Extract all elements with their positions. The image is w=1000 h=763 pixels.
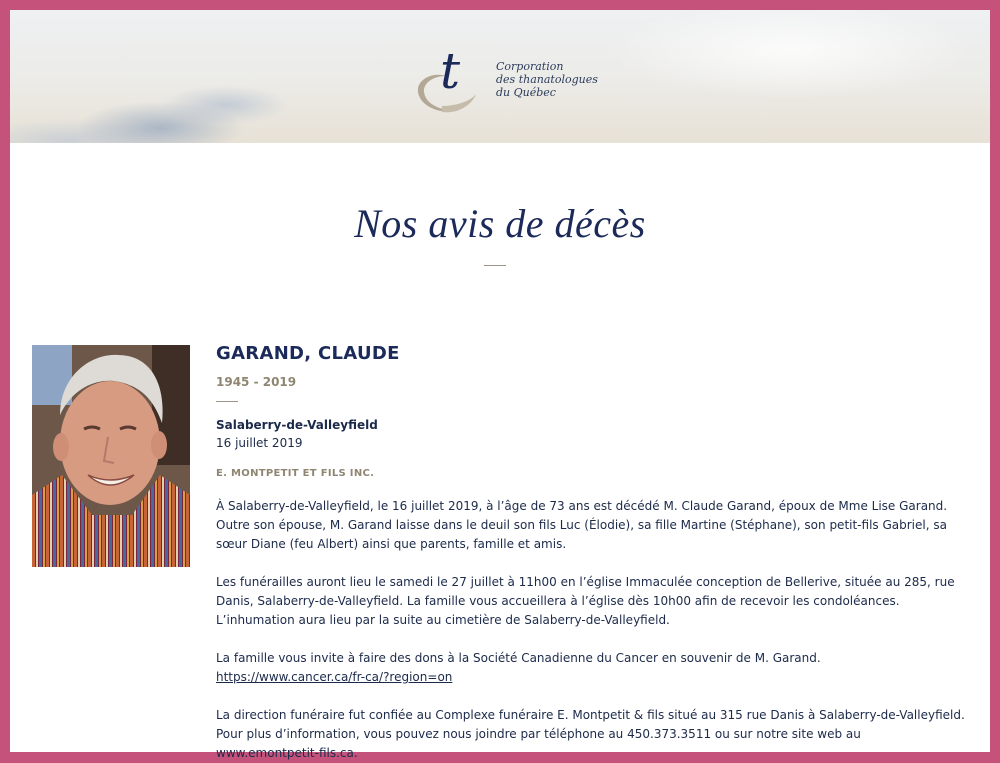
life-years: 1945 - 2019 [216,375,297,389]
logo-letter: t [440,42,461,100]
portrait-image [32,345,190,567]
obituary-paragraph-2: Les funérailles auront lieu le samedi le 27 juillet à 11h00 en l’église Immaculée conception de Bellerive, située au 285, rue Danis, Salaberry-de-Valleyfield. La famille vous accueillera à l’église dès 10h00 afin de recevoir les condoléances. L’inhumation aura lieu par la suite au cimetière de Salaberry-de-Valleyfield. [216,575,955,627]
notice-date: 16 juillet 2019 [216,436,303,450]
title-divider [484,265,506,266]
page-frame [10,10,990,760]
header-banner [10,10,990,143]
logo-mark-icon [412,40,482,116]
logo-line-2: des thanatologues [496,73,598,86]
logo-text [496,60,598,99]
page-title: Nos avis de décès [354,201,646,246]
name-divider [216,401,238,402]
notice-details [216,343,966,763]
site-logo[interactable] [412,40,598,116]
obituary-paragraph-1-line-1: À Salaberry-de-Valleyfield, le 16 juillet 2019, à l’âge de 73 ans est décédé M. Claude Garand, époux de Mme Lise Garand. [216,499,948,513]
donation-link[interactable]: https://www.cancer.ca/fr-ca/?region=on [216,670,453,684]
deceased-photo [32,345,190,567]
logo-line-1: Corporation [496,60,564,73]
donation-text: La famille vous invite à faire des dons à la Société Canadienne du Cancer en souvenir de M. Garand. [216,651,821,665]
obituary-paragraph-4: La direction funéraire fut confiée au Complexe funéraire E. Montpetit & fils situé au 315 rue Danis à Salaberry-de-Valleyfield. Pour plus d’information, vous pouvez nous joindre par téléphone au 450.373.3511 ou sur notre site web au www.emontpetit-fils.ca. [216,708,965,760]
obituary-paragraph-1 [216,497,966,554]
logo-line-3: du Québec [496,86,556,99]
obituary-paragraph-3 [216,649,966,687]
notice-city: Salaberry-de-Valleyfield [216,418,378,432]
funeral-home-name: E. MONTPETIT ET FILS INC. [216,468,375,479]
obituary-paragraph-1-line-2: Outre son épouse, M. Garand laisse dans le deuil son fils Luc (Élodie), sa fille Martine (Stéphane), son petit-fils Gabriel, sa sœur Diane (feu Albert) ainsi que parents, famille et amis. [216,518,947,551]
deceased-name: GARAND, CLAUDE [216,343,400,364]
